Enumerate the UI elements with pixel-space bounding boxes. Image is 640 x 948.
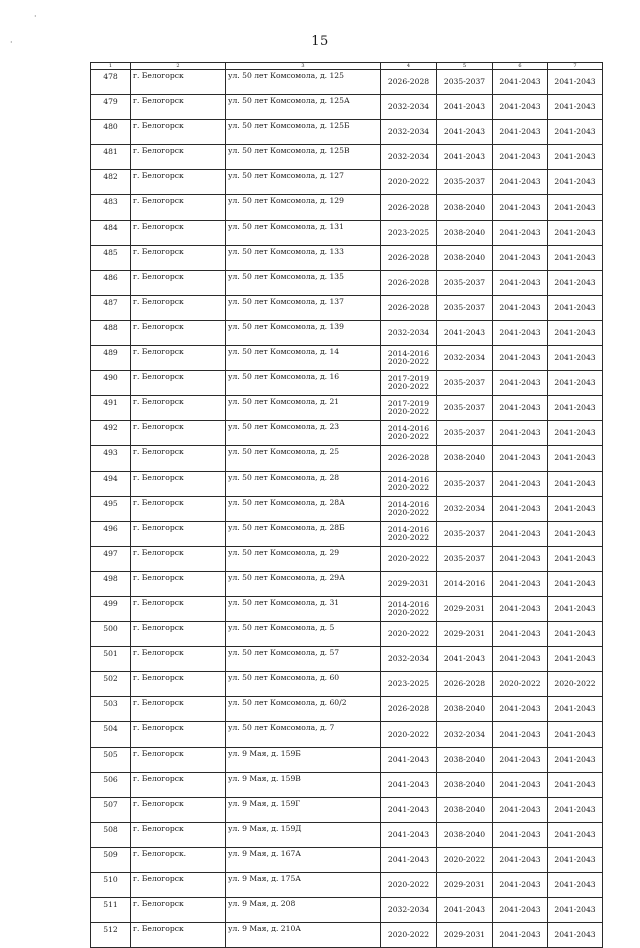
period-col-5: 2032-2034 — [437, 346, 493, 371]
period-col-6: 2041-2043 — [493, 421, 548, 446]
city-cell: г. Белогорск — [131, 471, 226, 496]
period-col-4: 2026-2028 — [381, 70, 437, 95]
period-col-6: 2041-2043 — [493, 195, 548, 220]
period-col-6: 2041-2043 — [493, 145, 548, 170]
address-cell: ул. 50 лет Комсомола, д. 23 — [226, 421, 381, 446]
period-col-5: 2041-2043 — [437, 320, 493, 345]
period-col-5: 2038-2040 — [437, 772, 493, 797]
period-col-7: 2041-2043 — [548, 320, 603, 345]
period-col-7: 2041-2043 — [548, 647, 603, 672]
period-col-4: 2032-2034 — [381, 120, 437, 145]
period-col-4: 2026-2028 — [381, 270, 437, 295]
period-col-6: 2041-2043 — [493, 521, 548, 546]
period-col-6: 2041-2043 — [493, 346, 548, 371]
period-col-7: 2041-2043 — [548, 496, 603, 521]
period-col-7: 2041-2043 — [548, 596, 603, 621]
table-row — [91, 446, 603, 471]
period-col-4: 2014-2016 2020-2022 — [381, 521, 437, 546]
address-cell: ул. 9 Мая, д. 208 — [226, 898, 381, 923]
period-col-4: 2026-2028 — [381, 446, 437, 471]
period-col-4: 2020-2022 — [381, 546, 437, 571]
period-col-5: 2038-2040 — [437, 195, 493, 220]
period-col-7: 2041-2043 — [548, 396, 603, 421]
period-col-7: 2041-2043 — [548, 346, 603, 371]
period-col-4: 2032-2034 — [381, 145, 437, 170]
row-number: 487 — [91, 295, 131, 320]
period-col-5: 2035-2037 — [437, 371, 493, 396]
row-number: 482 — [91, 170, 131, 195]
period-col-7: 2041-2043 — [548, 697, 603, 722]
city-cell: г. Белогорск — [131, 270, 226, 295]
period-col-6: 2041-2043 — [493, 496, 548, 521]
city-cell: г. Белогорск — [131, 822, 226, 847]
period-col-6: 2041-2043 — [493, 722, 548, 747]
period-col-5: 2035-2037 — [437, 396, 493, 421]
table-row — [91, 471, 603, 496]
period-col-7: 2041-2043 — [548, 847, 603, 872]
period-col-6: 2041-2043 — [493, 596, 548, 621]
period-col-5: 2032-2034 — [437, 496, 493, 521]
city-cell: г. Белогорск — [131, 95, 226, 120]
city-cell: г. Белогорск — [131, 446, 226, 471]
period-col-7: 2041-2043 — [548, 521, 603, 546]
row-number: 508 — [91, 822, 131, 847]
period-col-5: 2029-2031 — [437, 596, 493, 621]
city-cell: г. Белогорск — [131, 70, 226, 95]
period-col-4: 2041-2043 — [381, 797, 437, 822]
city-cell: г. Белогорск — [131, 320, 226, 345]
period-col-6: 2041-2043 — [493, 295, 548, 320]
table-row — [91, 622, 603, 647]
period-col-5: 2035-2037 — [437, 295, 493, 320]
row-number: 478 — [91, 70, 131, 95]
period-col-6: 2041-2043 — [493, 245, 548, 270]
period-col-4: 2020-2022 — [381, 923, 437, 948]
address-cell: ул. 50 лет Комсомола, д. 125В — [226, 145, 381, 170]
city-cell: г. Белогорск — [131, 396, 226, 421]
table-row — [91, 421, 603, 446]
period-col-4: 2026-2028 — [381, 295, 437, 320]
address-cell: ул. 50 лет Комсомола, д. 137 — [226, 295, 381, 320]
row-number: 493 — [91, 446, 131, 471]
address-cell: ул. 50 лет Комсомола, д. 129 — [226, 195, 381, 220]
row-number: 484 — [91, 220, 131, 245]
period-col-7: 2020-2022 — [548, 672, 603, 697]
table-row — [91, 371, 603, 396]
period-col-4: 2026-2028 — [381, 245, 437, 270]
table-row — [91, 320, 603, 345]
period-col-4: 2014-2016 2020-2022 — [381, 471, 437, 496]
period-col-6: 2041-2043 — [493, 320, 548, 345]
period-col-6: 2041-2043 — [493, 471, 548, 496]
row-number: 496 — [91, 521, 131, 546]
period-col-5: 2041-2043 — [437, 647, 493, 672]
table-row — [91, 672, 603, 697]
address-cell: ул. 50 лет Комсомола, д. 28А — [226, 496, 381, 521]
row-number: 494 — [91, 471, 131, 496]
period-col-6: 2041-2043 — [493, 546, 548, 571]
period-col-5: 2038-2040 — [437, 797, 493, 822]
table-row — [91, 70, 603, 95]
address-cell: ул. 50 лет Комсомола, д. 28Б — [226, 521, 381, 546]
table-row — [91, 170, 603, 195]
period-col-6: 2041-2043 — [493, 697, 548, 722]
address-cell: ул. 50 лет Комсомола, д. 5 — [226, 622, 381, 647]
city-cell: г. Белогорск — [131, 346, 226, 371]
period-col-6: 2041-2043 — [493, 873, 548, 898]
period-col-7: 2041-2043 — [548, 797, 603, 822]
period-col-7: 2041-2043 — [548, 120, 603, 145]
table-row — [91, 295, 603, 320]
column-number-row — [91, 63, 603, 70]
table-row — [91, 923, 603, 948]
address-cell: ул. 9 Мая, д. 159В — [226, 772, 381, 797]
period-col-4: 2017-2019 2020-2022 — [381, 396, 437, 421]
period-col-7: 2041-2043 — [548, 220, 603, 245]
period-col-7: 2041-2043 — [548, 145, 603, 170]
period-col-4: 2041-2043 — [381, 747, 437, 772]
table-row — [91, 747, 603, 772]
period-col-5: 2029-2031 — [437, 873, 493, 898]
period-col-4: 2029-2031 — [381, 571, 437, 596]
period-col-5: 2041-2043 — [437, 898, 493, 923]
row-number: 510 — [91, 873, 131, 898]
period-col-5: 2038-2040 — [437, 697, 493, 722]
row-number: 505 — [91, 747, 131, 772]
city-cell: г. Белогорск — [131, 797, 226, 822]
period-col-5: 2035-2037 — [437, 270, 493, 295]
period-col-5: 2038-2040 — [437, 747, 493, 772]
city-cell: г. Белогорск — [131, 245, 226, 270]
address-cell: ул. 50 лет Комсомола, д. 125Б — [226, 120, 381, 145]
city-cell: г. Белогорск — [131, 923, 226, 948]
period-col-4: 2014-2016 2020-2022 — [381, 346, 437, 371]
period-col-4: 2014-2016 2020-2022 — [381, 421, 437, 446]
city-cell: г. Белогорск — [131, 722, 226, 747]
period-col-5: 2035-2037 — [437, 546, 493, 571]
city-cell: г. Белогорск — [131, 898, 226, 923]
row-number: 507 — [91, 797, 131, 822]
table-row — [91, 697, 603, 722]
period-col-4: 2020-2022 — [381, 170, 437, 195]
schedule-table — [90, 62, 603, 948]
table-row — [91, 396, 603, 421]
period-col-6: 2041-2043 — [493, 898, 548, 923]
row-number: 499 — [91, 596, 131, 621]
period-col-6: 2041-2043 — [493, 822, 548, 847]
city-cell: г. Белогорск — [131, 596, 226, 621]
period-col-4: 2014-2016 2020-2022 — [381, 596, 437, 621]
period-col-7: 2041-2043 — [548, 722, 603, 747]
period-col-7: 2041-2043 — [548, 421, 603, 446]
address-cell: ул. 50 лет Комсомола, д. 125А — [226, 95, 381, 120]
period-col-4: 2014-2016 2020-2022 — [381, 496, 437, 521]
table-row — [91, 245, 603, 270]
row-number: 495 — [91, 496, 131, 521]
period-col-4: 2032-2034 — [381, 320, 437, 345]
address-cell: ул. 50 лет Комсомола, д. 7 — [226, 722, 381, 747]
period-col-7: 2041-2043 — [548, 923, 603, 948]
period-col-6: 2041-2043 — [493, 446, 548, 471]
period-col-4: 2023-2025 — [381, 220, 437, 245]
period-col-4: 2023-2025 — [381, 672, 437, 697]
period-col-5: 2029-2031 — [437, 622, 493, 647]
row-number: 509 — [91, 847, 131, 872]
period-col-6: 2041-2043 — [493, 120, 548, 145]
city-cell: г. Белогорск — [131, 145, 226, 170]
column-number: 7 — [548, 63, 603, 70]
period-col-4: 2026-2028 — [381, 697, 437, 722]
period-col-7: 2041-2043 — [548, 622, 603, 647]
period-col-5: 2020-2022 — [437, 847, 493, 872]
period-col-4: 2020-2022 — [381, 873, 437, 898]
address-cell: ул. 50 лет Комсомола, д. 14 — [226, 346, 381, 371]
address-cell: ул. 50 лет Комсомола, д. 125 — [226, 70, 381, 95]
address-cell: ул. 50 лет Комсомола, д. 29А — [226, 571, 381, 596]
row-number: 498 — [91, 571, 131, 596]
period-col-7: 2041-2043 — [548, 70, 603, 95]
period-col-6: 2041-2043 — [493, 772, 548, 797]
period-col-4: 2017-2019 2020-2022 — [381, 371, 437, 396]
city-cell: г. Белогорск — [131, 622, 226, 647]
city-cell: г. Белогорск — [131, 546, 226, 571]
address-cell: ул. 50 лет Комсомола, д. 29 — [226, 546, 381, 571]
table-row — [91, 596, 603, 621]
period-col-6: 2041-2043 — [493, 270, 548, 295]
city-cell: г. Белогорск — [131, 672, 226, 697]
table-row — [91, 220, 603, 245]
period-col-4: 2032-2034 — [381, 95, 437, 120]
period-col-7: 2041-2043 — [548, 471, 603, 496]
address-cell: ул. 50 лет Комсомола, д. 133 — [226, 245, 381, 270]
row-number: 512 — [91, 923, 131, 948]
address-cell: ул. 50 лет Комсомола, д. 60 — [226, 672, 381, 697]
table-row — [91, 898, 603, 923]
period-col-5: 2032-2034 — [437, 722, 493, 747]
table-row — [91, 822, 603, 847]
row-number: 504 — [91, 722, 131, 747]
address-cell: ул. 50 лет Комсомола, д. 16 — [226, 371, 381, 396]
address-cell: ул. 50 лет Комсомола, д. 28 — [226, 471, 381, 496]
period-col-7: 2041-2043 — [548, 546, 603, 571]
scan-speck: · — [34, 12, 37, 21]
city-cell: г. Белогорск — [131, 421, 226, 446]
row-number: 491 — [91, 396, 131, 421]
schedule-table-container — [90, 62, 602, 948]
period-col-7: 2041-2043 — [548, 170, 603, 195]
address-cell: ул. 50 лет Комсомола, д. 60/2 — [226, 697, 381, 722]
scan-speck: · — [10, 38, 13, 47]
period-col-5: 2038-2040 — [437, 245, 493, 270]
row-number: 502 — [91, 672, 131, 697]
address-cell: ул. 50 лет Комсомола, д. 131 — [226, 220, 381, 245]
period-col-6: 2041-2043 — [493, 95, 548, 120]
column-number: 1 — [91, 63, 131, 70]
period-col-4: 2041-2043 — [381, 847, 437, 872]
row-number: 501 — [91, 647, 131, 672]
row-number: 485 — [91, 245, 131, 270]
period-col-6: 2041-2043 — [493, 396, 548, 421]
period-col-5: 2035-2037 — [437, 70, 493, 95]
table-row — [91, 772, 603, 797]
period-col-5: 2035-2037 — [437, 421, 493, 446]
table-body — [91, 70, 603, 948]
address-cell: ул. 50 лет Комсомола, д. 25 — [226, 446, 381, 471]
period-col-4: 2020-2022 — [381, 622, 437, 647]
period-col-6: 2041-2043 — [493, 847, 548, 872]
period-col-7: 2041-2043 — [548, 195, 603, 220]
city-cell: г. Белогорск — [131, 195, 226, 220]
address-cell: ул. 50 лет Комсомола, д. 57 — [226, 647, 381, 672]
row-number: 503 — [91, 697, 131, 722]
period-col-6: 2041-2043 — [493, 571, 548, 596]
period-col-6: 2041-2043 — [493, 797, 548, 822]
row-number: 481 — [91, 145, 131, 170]
row-number: 511 — [91, 898, 131, 923]
address-cell: ул. 9 Мая, д. 167А — [226, 847, 381, 872]
city-cell: г. Белогорск — [131, 747, 226, 772]
table-row — [91, 346, 603, 371]
column-number: 3 — [226, 63, 381, 70]
period-col-7: 2041-2043 — [548, 446, 603, 471]
period-col-4: 2032-2034 — [381, 898, 437, 923]
period-col-7: 2041-2043 — [548, 295, 603, 320]
city-cell: г. Белогорск — [131, 772, 226, 797]
city-cell: г. Белогорск. — [131, 847, 226, 872]
address-cell: ул. 9 Мая, д. 159Г — [226, 797, 381, 822]
address-cell: ул. 50 лет Комсомола, д. 139 — [226, 320, 381, 345]
period-col-7: 2041-2043 — [548, 95, 603, 120]
period-col-5: 2014-2016 — [437, 571, 493, 596]
period-col-6: 2041-2043 — [493, 371, 548, 396]
period-col-7: 2041-2043 — [548, 772, 603, 797]
period-col-4: 2020-2022 — [381, 722, 437, 747]
address-cell: ул. 9 Мая, д. 159Б — [226, 747, 381, 772]
row-number: 480 — [91, 120, 131, 145]
period-col-5: 2035-2037 — [437, 170, 493, 195]
row-number: 483 — [91, 195, 131, 220]
city-cell: г. Белогорск — [131, 220, 226, 245]
table-row — [91, 95, 603, 120]
address-cell: ул. 50 лет Комсомола, д. 127 — [226, 170, 381, 195]
city-cell: г. Белогорск — [131, 371, 226, 396]
table-row — [91, 722, 603, 747]
period-col-5: 2041-2043 — [437, 95, 493, 120]
period-col-7: 2041-2043 — [548, 873, 603, 898]
city-cell: г. Белогорск — [131, 295, 226, 320]
table-row — [91, 120, 603, 145]
row-number: 500 — [91, 622, 131, 647]
city-cell: г. Белогорск — [131, 521, 226, 546]
row-number: 497 — [91, 546, 131, 571]
column-number: 5 — [437, 63, 493, 70]
table-row — [91, 496, 603, 521]
column-number: 6 — [493, 63, 548, 70]
period-col-6: 2020-2022 — [493, 672, 548, 697]
period-col-6: 2041-2043 — [493, 647, 548, 672]
period-col-5: 2038-2040 — [437, 220, 493, 245]
column-number: 4 — [381, 63, 437, 70]
period-col-6: 2041-2043 — [493, 923, 548, 948]
row-number: 486 — [91, 270, 131, 295]
city-cell: г. Белогорск — [131, 170, 226, 195]
row-number: 479 — [91, 95, 131, 120]
row-number: 488 — [91, 320, 131, 345]
row-number: 489 — [91, 346, 131, 371]
table-row — [91, 145, 603, 170]
period-col-4: 2032-2034 — [381, 647, 437, 672]
address-cell: ул. 9 Мая, д. 159Д — [226, 822, 381, 847]
period-col-5: 2038-2040 — [437, 822, 493, 847]
period-col-5: 2038-2040 — [437, 446, 493, 471]
period-col-7: 2041-2043 — [548, 747, 603, 772]
city-cell: г. Белогорск — [131, 697, 226, 722]
period-col-7: 2041-2043 — [548, 571, 603, 596]
address-cell: ул. 50 лет Комсомола, д. 21 — [226, 396, 381, 421]
address-cell: ул. 50 лет Комсомола, д. 31 — [226, 596, 381, 621]
period-col-7: 2041-2043 — [548, 898, 603, 923]
period-col-4: 2041-2043 — [381, 772, 437, 797]
table-row — [91, 797, 603, 822]
period-col-6: 2041-2043 — [493, 70, 548, 95]
period-col-4: 2041-2043 — [381, 822, 437, 847]
address-cell: ул. 9 Мая, д. 210А — [226, 923, 381, 948]
period-col-6: 2041-2043 — [493, 170, 548, 195]
city-cell: г. Белогорск — [131, 496, 226, 521]
table-row — [91, 847, 603, 872]
period-col-7: 2041-2043 — [548, 245, 603, 270]
table-row — [91, 571, 603, 596]
address-cell: ул. 50 лет Комсомола, д. 135 — [226, 270, 381, 295]
row-number: 490 — [91, 371, 131, 396]
table-row — [91, 546, 603, 571]
table-row — [91, 521, 603, 546]
period-col-5: 2026-2028 — [437, 672, 493, 697]
row-number: 506 — [91, 772, 131, 797]
period-col-7: 2041-2043 — [548, 270, 603, 295]
table-row — [91, 195, 603, 220]
city-cell: г. Белогорск — [131, 571, 226, 596]
table-row — [91, 647, 603, 672]
period-col-5: 2029-2031 — [437, 923, 493, 948]
period-col-5: 2035-2037 — [437, 521, 493, 546]
row-number: 492 — [91, 421, 131, 446]
period-col-7: 2041-2043 — [548, 822, 603, 847]
period-col-6: 2041-2043 — [493, 622, 548, 647]
column-number: 2 — [131, 63, 226, 70]
table-row — [91, 270, 603, 295]
city-cell: г. Белогорск — [131, 647, 226, 672]
address-cell: ул. 9 Мая, д. 175А — [226, 873, 381, 898]
period-col-6: 2041-2043 — [493, 220, 548, 245]
period-col-4: 2026-2028 — [381, 195, 437, 220]
period-col-6: 2041-2043 — [493, 747, 548, 772]
period-col-5: 2041-2043 — [437, 145, 493, 170]
page-number: 15 — [311, 34, 329, 49]
period-col-5: 2035-2037 — [437, 471, 493, 496]
city-cell: г. Белогорск — [131, 120, 226, 145]
period-col-5: 2041-2043 — [437, 120, 493, 145]
period-col-7: 2041-2043 — [548, 371, 603, 396]
table-row — [91, 873, 603, 898]
city-cell: г. Белогорск — [131, 873, 226, 898]
